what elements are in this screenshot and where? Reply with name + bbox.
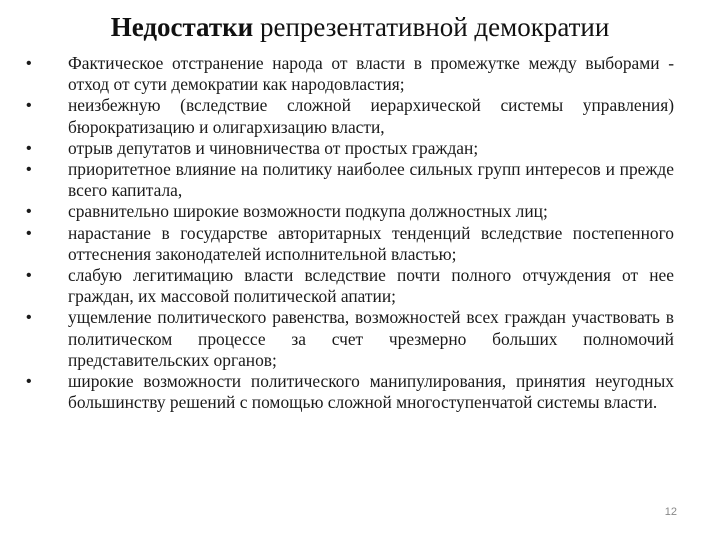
list-item-text: Фактическое отстранение народа от власти в промежутке между выборами - отход от сути демократии как народовластия; bbox=[68, 53, 674, 95]
list-item-text: ущемление политического равенства, возможностей всех граждан участвовать в политическом процессе за счет чрезмерно больших полномочий представительских органов; bbox=[68, 307, 674, 370]
list-item bbox=[24, 265, 674, 307]
bullet-icon: • bbox=[26, 161, 32, 179]
bullet-icon: • bbox=[26, 309, 32, 327]
list-item bbox=[24, 307, 674, 371]
bullet-list bbox=[24, 53, 674, 413]
list-item bbox=[24, 223, 674, 265]
list-item-text: слабую легитимацию власти вследствие почти полного отчуждения от нее граждан, их массовой политической апатии; bbox=[68, 265, 674, 307]
slide-title-bold: Недостатки bbox=[110, 12, 254, 42]
slide-title bbox=[0, 10, 720, 44]
list-item-text: широкие возможности политического манипулирования, принятия неугодных большинству решений с помощью сложной многоступенчатой системы власти. bbox=[68, 371, 674, 413]
page-number: 12 bbox=[664, 506, 677, 518]
list-item bbox=[24, 138, 674, 159]
list-item bbox=[24, 95, 674, 137]
bullet-icon: • bbox=[26, 203, 32, 221]
bullet-icon: • bbox=[26, 224, 32, 242]
list-item-text: приоритетное влияние на политику наиболее сильных групп интересов и прежде всего капитала, bbox=[68, 159, 674, 201]
list-item bbox=[24, 201, 674, 222]
list-item-text: нарастание в государстве авторитарных тенденций вследствие постепенного оттеснения законодателей исполнительной властью; bbox=[68, 222, 674, 264]
bullet-icon: • bbox=[26, 55, 32, 72]
list-item bbox=[24, 371, 674, 413]
list-item-text: неизбежную (вследствие сложной иерархической системы управления) бюрократизацию и олигархизацию власти, bbox=[68, 95, 674, 137]
list-item-text: отрыв депутатов и чиновничества от простых граждан; bbox=[68, 137, 479, 158]
bullet-icon: • bbox=[26, 97, 32, 115]
list-item bbox=[24, 53, 674, 95]
bullet-icon: • bbox=[26, 139, 32, 157]
bullet-icon: • bbox=[26, 267, 32, 285]
slide-title-rest: репрезентативной демократии bbox=[253, 12, 610, 42]
bullet-icon: • bbox=[26, 373, 32, 391]
list-item bbox=[24, 159, 674, 201]
list-item-text: сравнительно широкие возможности подкупа должностных лиц; bbox=[68, 201, 548, 222]
